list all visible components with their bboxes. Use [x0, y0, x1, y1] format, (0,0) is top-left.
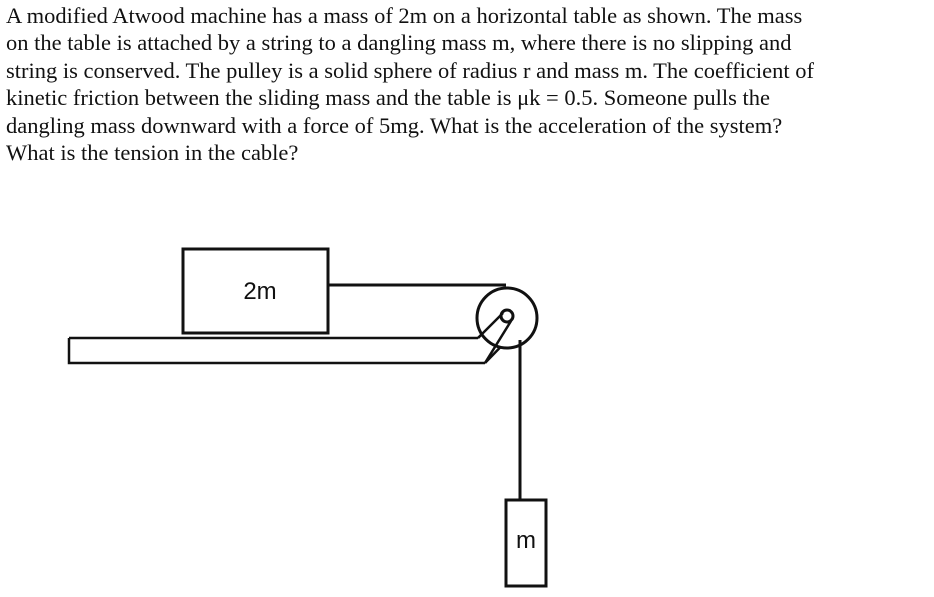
- hanging-block-label: m: [516, 527, 536, 554]
- problem-line-5: dangling mass downward with a force of 5mg. What is the acceleration of the system?: [6, 112, 783, 138]
- problem-line-2: on the table is attached by a string to a dangling mass m, where there is no slipping and: [6, 30, 792, 56]
- table: [69, 338, 485, 363]
- table-block-label: 2m: [243, 278, 277, 305]
- pulley-axle: [501, 310, 513, 322]
- problem-line-4: kinetic friction between the sliding mass and the table is μk = 0.5. Someone pulls the: [6, 85, 770, 111]
- problem-line-6: What is the tension in the cable?: [6, 140, 299, 166]
- problem-line-1: A modified Atwood machine has a mass of 2m on a horizontal table as shown. The mass: [6, 3, 803, 28]
- problem-line-3: string is conserved. The pulley is a solid sphere of radius r and mass m. The coefficient of: [6, 57, 814, 83]
